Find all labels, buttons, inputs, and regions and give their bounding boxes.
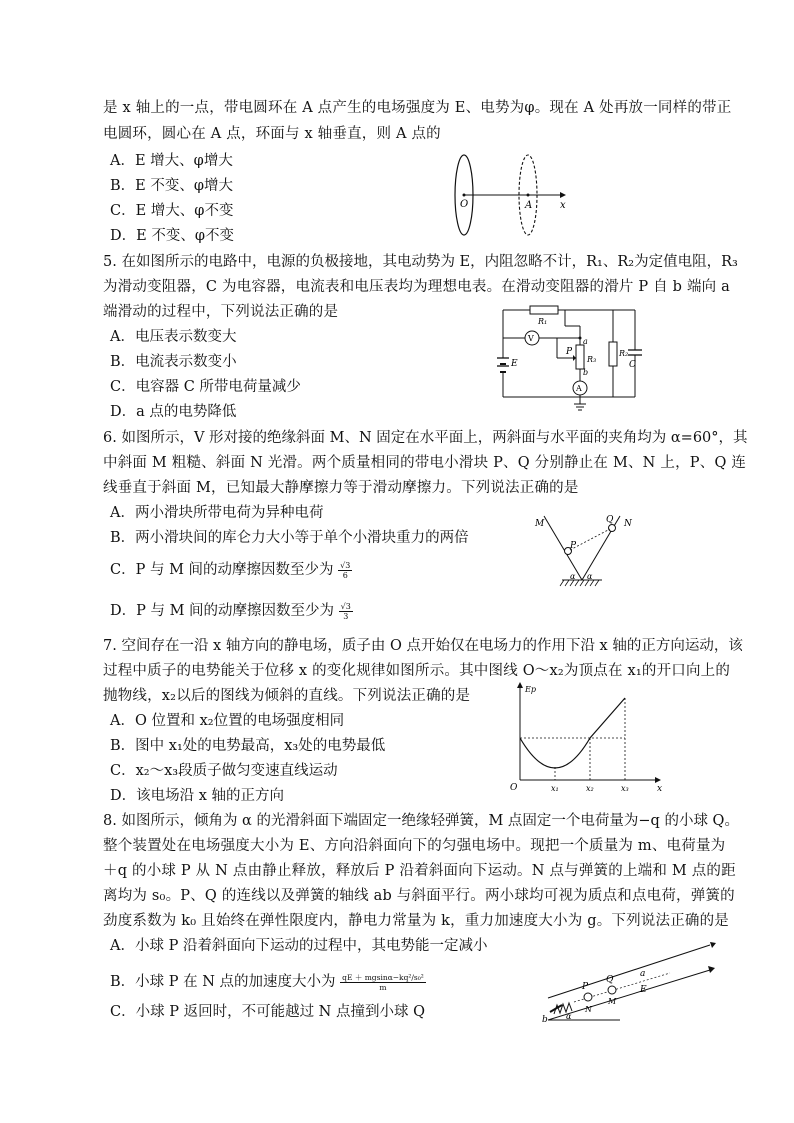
q8-option-c: C．小球 P 返回时，不可能越过 N 点撞到小球 Q bbox=[110, 1004, 425, 1020]
q6-option-d-numerator: √3 bbox=[340, 601, 351, 611]
q7-option-d: D．该电场沿 x 轴的正方向 bbox=[110, 788, 285, 804]
q6-line-2: 中斜面 M 粗糙、斜面 N 光滑。两个质量相同的带电小滑块 P、Q 分别静止在 M、N 上，P、Q 连 bbox=[103, 455, 747, 471]
q8-option-b-numerator: qE ＋ mgsinα−kq²/s₀² bbox=[342, 972, 424, 982]
q6-option-c-text: C．P 与 M 间的动摩擦因数至少为 bbox=[110, 562, 334, 578]
q6-option-c-fraction bbox=[338, 561, 352, 580]
ring-figure bbox=[450, 150, 580, 240]
ring-label-o: O bbox=[460, 199, 469, 210]
incline-label-alpha: α bbox=[566, 1012, 572, 1021]
q7-line-3: 抛物线，x₂以后的图线为倾斜的直线。下列说法正确的是 bbox=[103, 688, 471, 704]
circuit-label-r2: R₂ bbox=[619, 349, 629, 358]
q8-option-b-text: B．小球 P 在 N 点的加速度大小为 bbox=[110, 974, 336, 990]
q7-line-2: 过程中质子的电势能关于位移 x 的变化规律如图所示。其中图线 O～x₂为顶点在 x₁的开口向上的 bbox=[103, 663, 731, 679]
graph-label-x1: x₁ bbox=[551, 784, 559, 793]
q8-option-b-denominator: m bbox=[379, 982, 387, 992]
q6-option-c-numerator: √3 bbox=[340, 560, 351, 570]
q5-line-2: 为滑动变阻器，C 为电容器，电流表和电压表均为理想电表。在滑动变阻器的滑片 P 自 b 端向 a bbox=[103, 279, 731, 295]
q5-line-1: 5. 在如图所示的电路中，电源的负极接地，其电动势为 E，内阻忽略不计，R₁、R₂为定值电阻，R₃ bbox=[103, 254, 738, 270]
circuit-label-ammeter: A bbox=[576, 384, 582, 393]
q6-option-b: B．两小滑块间的库仑力大小等于单个小滑块重力的两倍 bbox=[110, 530, 469, 546]
q4-line-2: 电圆环，圆心在 A 点，环面与 x 轴垂直，则 A 点的 bbox=[103, 126, 441, 142]
q4-option-c: C．E 增大、φ不变 bbox=[110, 203, 234, 219]
q7-option-b: B．图中 x₁处的电势最高，x₃处的电势最低 bbox=[110, 738, 386, 754]
q5-option-a: A．电压表示数变大 bbox=[110, 329, 237, 345]
graph-label-o: O bbox=[510, 783, 518, 793]
q5-option-c: C．电容器 C 所带电荷量减少 bbox=[110, 379, 301, 395]
v-label-p: P bbox=[570, 541, 577, 551]
q6-option-d-text: D．P 与 M 间的动摩擦因数至少为 bbox=[110, 603, 335, 619]
incline-spring-figure bbox=[540, 940, 720, 1025]
q6-option-d-fraction bbox=[339, 602, 353, 621]
v-label-q: Q bbox=[606, 515, 614, 525]
incline-label-m: M bbox=[608, 997, 617, 1006]
graph-label-x3: x₃ bbox=[621, 784, 629, 793]
incline-label-n: N bbox=[585, 1005, 592, 1014]
q4-line-1: 是 x 轴上的一点，带电圆环在 A 点产生的电场强度为 E、电势为φ。现在 A 处再放一同样的带正 bbox=[103, 100, 732, 116]
q8-option-b bbox=[110, 972, 426, 992]
circuit-label-c: C bbox=[629, 360, 636, 370]
q6-option-c bbox=[110, 560, 352, 580]
circuit-label-a: a bbox=[583, 337, 588, 346]
incline-label-b: b bbox=[542, 1015, 548, 1025]
v-label-alpha-left: α bbox=[570, 572, 576, 581]
q8-line-2: 整个装置处在电场强度大小为 E、方向沿斜面向下的匀强电场中。现把一个质量为 m、电荷量为 bbox=[103, 838, 726, 854]
incline-label-p: P bbox=[582, 982, 589, 992]
incline-label-q: Q bbox=[606, 975, 614, 985]
q6-line-3: 线垂直于斜面 M，已知最大静摩擦力等于滑动摩擦力。下列说法正确的是 bbox=[103, 480, 579, 496]
ring-label-x: x bbox=[560, 200, 566, 211]
q5-option-b: B．电流表示数变小 bbox=[110, 354, 237, 370]
q5-line-3: 端滑动的过程中，下列说法正确的是 bbox=[103, 304, 339, 320]
ep-x-graph bbox=[505, 680, 665, 795]
v-label-n: N bbox=[624, 519, 632, 529]
circuit-label-v: V bbox=[528, 334, 534, 343]
q8-line-1: 8. 如图所示，倾角为 α 的光滑斜面下端固定一绝缘轻弹簧，M 点固定一个电荷量为−q 的小球 Q。 bbox=[103, 813, 739, 829]
circuit-label-e: E bbox=[511, 359, 518, 369]
q8-line-4: 离均为 s₀。P、Q 的连线以及弹簧的轴线 ab 与斜面平行。两小球均可视为质点和点电荷，弹簧的 bbox=[103, 888, 735, 904]
circuit-figure bbox=[495, 300, 660, 415]
q8-option-b-formula bbox=[340, 973, 426, 992]
q5-option-d: D．a 点的电势降低 bbox=[110, 404, 237, 420]
circuit-label-r1: R₁ bbox=[538, 317, 548, 326]
v-label-alpha-right: α bbox=[587, 572, 593, 581]
circuit-label-r3: R₃ bbox=[587, 355, 597, 364]
v-incline-figure bbox=[530, 508, 640, 593]
q4-option-b: B．E 不变、φ增大 bbox=[110, 178, 234, 194]
graph-label-x: x bbox=[657, 784, 663, 794]
q6-option-d bbox=[110, 601, 353, 621]
q4-option-d: D．E 不变、φ不变 bbox=[110, 228, 234, 244]
q7-line-1: 7. 空间存在一沿 x 轴方向的静电场，质子由 O 点开始仅在电场力的作用下沿 x 轴的正方向运动，该 bbox=[103, 638, 743, 654]
q7-option-a: A．O 位置和 x₂位置的电场强度相同 bbox=[110, 713, 345, 729]
v-label-m: M bbox=[535, 519, 545, 529]
incline-label-e: E bbox=[640, 985, 647, 995]
ring-label-a: A bbox=[525, 200, 533, 211]
q8-line-5: 劲度系数为 k₀ 且始终在弹性限度内，静电力常量为 k，重力加速度大小为 g。下列说法正确的是 bbox=[103, 913, 730, 929]
incline-label-a: a bbox=[640, 969, 646, 979]
graph-label-ep: Ep bbox=[525, 685, 536, 694]
q8-option-a: A．小球 P 沿着斜面向下运动的过程中，其电势能一定减小 bbox=[110, 938, 488, 954]
q6-option-c-denominator: 6 bbox=[342, 570, 348, 580]
graph-label-x2: x₂ bbox=[586, 784, 594, 793]
q6-line-1: 6. 如图所示，V 形对接的绝缘斜面 M、N 固定在水平面上，两斜面与水平面的夹角均为 α=60°，其 bbox=[103, 430, 748, 446]
q6-option-a: A．两小滑块所带电荷为异种电荷 bbox=[110, 505, 324, 521]
q8-line-3: ＋q 的小球 P 从 N 点由静止释放，释放后 P 沿着斜面向下运动。N 点与弹簧的上端和 M 点的距 bbox=[103, 863, 736, 879]
circuit-label-b: b bbox=[583, 368, 589, 377]
q6-option-d-denominator: 3 bbox=[343, 611, 349, 621]
q7-option-c: C．x₂～x₃段质子做匀变速直线运动 bbox=[110, 763, 338, 779]
q4-option-a: A．E 增大、φ增大 bbox=[110, 153, 233, 169]
circuit-label-p: P bbox=[566, 347, 573, 357]
